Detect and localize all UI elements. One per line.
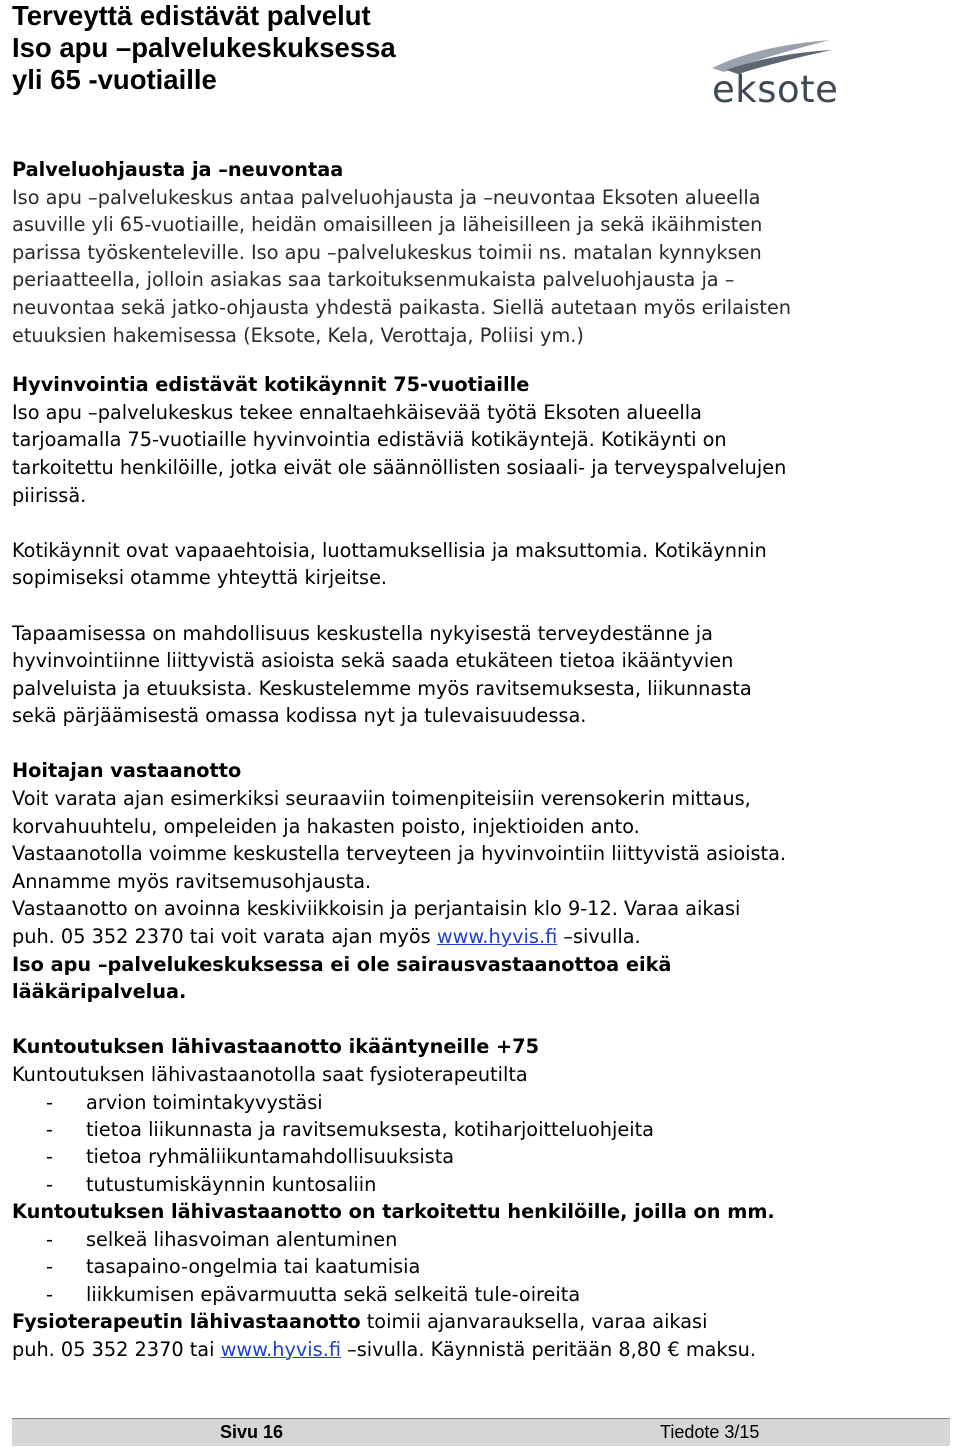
text-line: etuuksien hakemisessa (Eksote, Kela, Verottaja, Poliisi ym.)	[12, 323, 584, 347]
title-line-2: Iso apu –palvelukeskuksessa	[12, 32, 396, 63]
title-line-3: yli 65 -vuotiaille	[12, 64, 217, 95]
list-item-text: selkeä lihasvoiman alentuminen	[86, 1227, 398, 1251]
eksote-logo	[700, 36, 850, 116]
section-heading-hoitaja: Hoitajan vastaanotto	[12, 759, 242, 783]
title-line-1: Terveyttä edistävät palvelut	[12, 0, 371, 31]
text-line: periaatteella, jolloin asiakas saa tarkoituksenmukaista palveluohjausta ja –	[12, 268, 735, 292]
hyvis-link-2[interactable]: www.hyvis.fi	[220, 1337, 341, 1361]
text-line: sopimiseksi otamme yhteyttä kirjeitse.	[12, 566, 388, 590]
list-item-text: arvion toimintakyvystäsi	[86, 1090, 323, 1114]
list-item-text: liikkumisen epävarmuutta sekä selkeitä tule-oireita	[86, 1282, 581, 1306]
booking-line	[12, 923, 950, 951]
note-line: Iso apu –palvelukeskuksessa ei ole sairausvastaanottoa eikä	[12, 952, 672, 976]
list-item	[12, 1171, 950, 1198]
list-dash: -	[46, 1227, 53, 1251]
list-item	[12, 1226, 950, 1253]
note-line: lääkäripalvelua.	[12, 980, 187, 1004]
text-line: Iso apu –palvelukeskus tekee ennaltaehkäisevää työtä Eksoten alueella	[12, 400, 702, 424]
booking-suffix: –sivulla.	[557, 925, 641, 949]
list-dash: -	[46, 1145, 53, 1169]
list-item-text: tutustumiskäynnin kuntosaliin	[86, 1172, 377, 1196]
text-line: Tapaamisessa on mahdollisuus keskustella nykyisestä terveydestänne ja	[12, 621, 713, 645]
text-line: Kotikäynnit ovat vapaaehtoisia, luottamuksellisia ja maksuttomia. Kotikäynnin	[12, 538, 767, 562]
list-dash: -	[46, 1282, 53, 1306]
section-subheading-kuntoutus: Kuntoutuksen lähivastaanotto on tarkoitettu henkilöille, joilla on mm.	[12, 1200, 775, 1224]
text-line: korvahuuhtelu, ompeleiden ja hakasten poisto, injektioiden anto.	[12, 814, 640, 838]
text-line: palveluista ja etuuksista. Keskustelemme myös ravitsemuksesta, liikunnasta	[12, 676, 752, 700]
list-item	[12, 1143, 950, 1170]
fysio-bold: Fysioterapeutin lähivastaanotto	[12, 1310, 361, 1334]
fysio-prefix: puh. 05 352 2370 tai	[12, 1337, 221, 1361]
text-line: Kuntoutuksen lähivastaanotolla saat fysioterapeutilta	[12, 1063, 528, 1086]
list-dash: -	[46, 1172, 53, 1196]
list-item	[12, 1089, 950, 1116]
section-heading-palveluohjaus: Palveluohjausta ja –neuvontaa	[12, 158, 344, 181]
spacer	[12, 592, 950, 620]
hyvis-link[interactable]: www.hyvis.fi	[436, 925, 558, 949]
page-footer	[12, 1418, 950, 1446]
text-line: parissa työskenteleville. Iso apu –palvelukeskus toimii ns. matalan kynnyksen	[12, 240, 762, 264]
text-line: Iso apu –palvelukeskus antaa palveluohjausta ja –neuvontaa Eksoten alueella	[12, 185, 761, 209]
issue-number: Tiedote 3/15	[660, 1422, 760, 1442]
list-item-text: tietoa ryhmäliikuntamahdollisuuksista	[86, 1145, 455, 1169]
spacer	[12, 1006, 950, 1034]
text-line: hyvinvointiinne liittyvistä asioista sekä saada etukäteen tietoa ikääntyvien	[12, 649, 734, 673]
list-item-text: tasapaino-ongelmia tai kaatumisia	[86, 1255, 421, 1279]
fysio-line	[12, 1308, 950, 1336]
footer-bar	[12, 1418, 950, 1446]
text-line: sekä pärjäämisestä omassa kodissa nyt ja tulevaisuudessa.	[12, 704, 587, 728]
text-line: Vastaanotto on avoinna keskiviikkoisin ja perjantaisin klo 9-12. Varaa aikasi	[12, 897, 741, 921]
list-dash: -	[46, 1090, 53, 1114]
text-line: tarkoitettu henkilöille, jotka eivät ole säännöllisten sosiaali- ja terveyspalvelujen	[12, 455, 787, 479]
fysio-rest: toimii ajanvarauksella, varaa aikasi	[360, 1310, 708, 1334]
list-item	[12, 1116, 950, 1143]
page-number: Sivu 16	[220, 1422, 284, 1442]
section-heading-kuntoutus: Kuntoutuksen lähivastaanotto ikääntyneille +75	[12, 1035, 539, 1059]
section-heading-kotikaynnit: Hyvinvointia edistävät kotikäynnit 75-vuotiaille	[12, 373, 530, 397]
spacer	[12, 349, 950, 371]
text-line: Vastaanotolla voimme keskustella terveyteen ja hyvinvointiin liittyvistä asioista.	[12, 842, 787, 866]
booking-prefix: puh. 05 352 2370 tai voit varata ajan myös	[12, 925, 437, 949]
text-line: Voit varata ajan esimerkiksi seuraaviin toimenpiteisiin verensokerin mittaus,	[12, 787, 751, 811]
document-body	[12, 156, 950, 1363]
spacer	[12, 730, 950, 758]
list-item-text: tietoa liikunnasta ja ravitsemuksesta, kotiharjoitteluohjeita	[86, 1118, 654, 1141]
text-line: piirissä.	[12, 483, 87, 507]
fysio-booking-line	[12, 1336, 950, 1364]
spacer	[12, 509, 950, 537]
text-line: asuville yli 65-vuotiaille, heidän omaisilleen ja läheisilleen ja sekä ikäihmisten	[12, 213, 763, 237]
document-title	[12, 0, 612, 96]
footer-divider	[12, 1418, 950, 1419]
logo-text: eksote	[712, 68, 839, 111]
list-item	[12, 1253, 950, 1280]
list-dash: -	[46, 1255, 53, 1279]
text-line: tarjoamalla 75-vuotiaille hyvinvointia edistäviä kotikäyntejä. Kotikäynti on	[12, 428, 727, 452]
list-dash: -	[46, 1118, 53, 1141]
list-item	[12, 1281, 950, 1308]
text-line: Annamme myös ravitsemusohjausta.	[12, 869, 372, 893]
text-line: neuvontaa sekä jatko-ohjausta yhdestä paikasta. Siellä autetaan myös erilaisten	[12, 295, 792, 319]
fysio-suffix: –sivulla. Käynnistä peritään 8,80 € maksu.	[340, 1337, 756, 1361]
